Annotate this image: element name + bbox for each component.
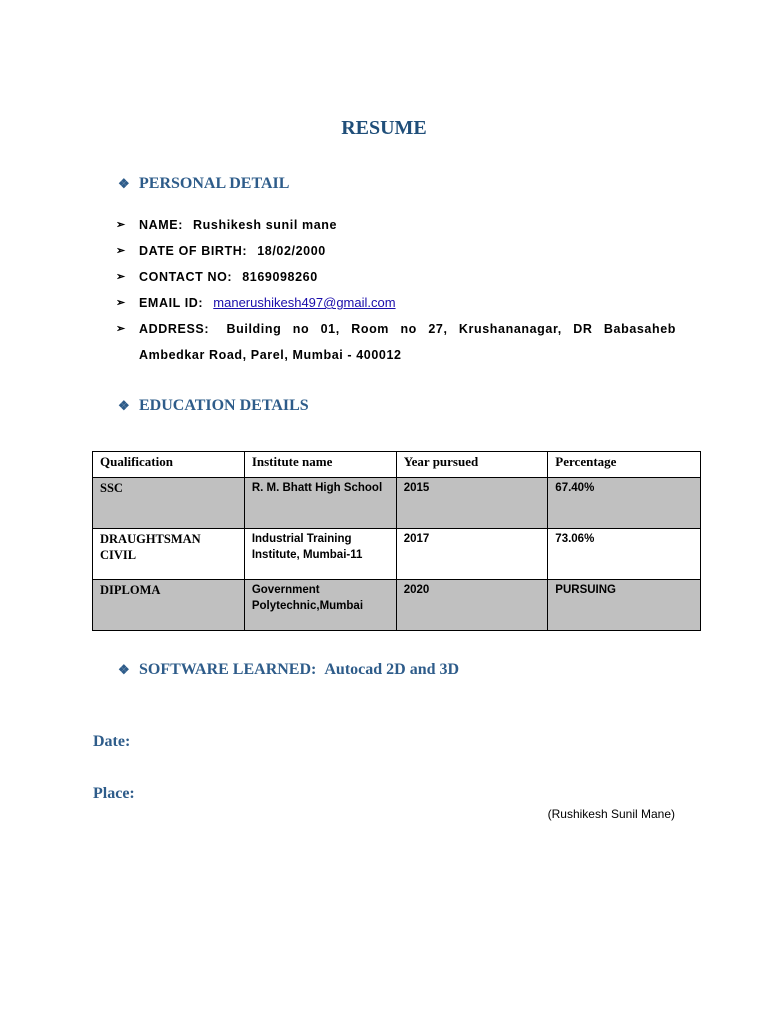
arrow-bullet-icon: ➢ bbox=[116, 271, 126, 283]
detail-label: EMAIL ID: bbox=[139, 296, 204, 310]
detail-value: Building no 01, Room no 27, Krushananagar, DR Babasaheb Ambedkar Road, Parel, Mumbai - 400012 bbox=[139, 322, 676, 362]
personal-detail-heading-text: PERSONAL DETAIL bbox=[139, 175, 290, 192]
diamond-bullet-icon: ❖ bbox=[118, 176, 130, 191]
table-header-cell: Qualification bbox=[93, 452, 245, 478]
education-heading-text: EDUCATION DETAILS bbox=[139, 397, 309, 414]
table-cell: 73.06% bbox=[548, 529, 701, 580]
arrow-bullet-icon: ➢ bbox=[116, 245, 126, 257]
software-heading bbox=[118, 661, 459, 679]
software-heading-text: SOFTWARE LEARNED: bbox=[139, 661, 317, 678]
detail-value: 8169098260 bbox=[242, 270, 318, 284]
table-cell: 67.40% bbox=[548, 478, 701, 529]
detail-value: 18/02/2000 bbox=[257, 244, 326, 258]
table-row bbox=[93, 478, 701, 529]
table-cell: SSC bbox=[93, 478, 245, 529]
table-header-cell: Percentage bbox=[548, 452, 701, 478]
table-cell: DIPLOMA bbox=[93, 580, 245, 631]
education-heading bbox=[118, 397, 309, 415]
arrow-bullet-icon: ➢ bbox=[116, 323, 126, 335]
detail-label: CONTACT NO: bbox=[139, 270, 233, 284]
software-value: Autocad 2D and 3D bbox=[324, 661, 460, 678]
email-link[interactable]: manerushikesh497@gmail.com bbox=[213, 295, 396, 310]
detail-label: DATE OF BIRTH: bbox=[139, 244, 248, 258]
arrow-bullet-icon: ➢ bbox=[116, 219, 126, 231]
education-table bbox=[92, 451, 701, 631]
date-label: Date: bbox=[93, 733, 131, 750]
table-row bbox=[93, 529, 701, 580]
table-row bbox=[93, 580, 701, 631]
personal-detail-list bbox=[116, 212, 676, 368]
diamond-bullet-icon: ❖ bbox=[118, 662, 130, 677]
table-cell: 2020 bbox=[396, 580, 548, 631]
place-label: Place: bbox=[93, 785, 135, 802]
table-cell: Industrial Training Institute, Mumbai-11 bbox=[244, 529, 396, 580]
table-cell: 2017 bbox=[396, 529, 548, 580]
table-cell: PURSUING bbox=[548, 580, 701, 631]
diamond-bullet-icon: ❖ bbox=[118, 398, 130, 413]
personal-detail-heading bbox=[118, 175, 289, 193]
detail-contact bbox=[116, 264, 676, 290]
table-header-cell: Institute name bbox=[244, 452, 396, 478]
detail-value: Rushikesh sunil mane bbox=[193, 218, 338, 232]
table-cell: R. M. Bhatt High School bbox=[244, 478, 396, 529]
signature-name: (Rushikesh Sunil Mane) bbox=[547, 807, 675, 821]
detail-dob bbox=[116, 238, 676, 264]
detail-name bbox=[116, 212, 676, 238]
detail-email bbox=[116, 290, 676, 316]
detail-label: ADDRESS: bbox=[139, 322, 210, 336]
arrow-bullet-icon: ➢ bbox=[116, 297, 126, 309]
detail-label: NAME: bbox=[139, 218, 183, 232]
table-cell: 2015 bbox=[396, 478, 548, 529]
table-cell: DRAUGHTSMAN CIVIL bbox=[93, 529, 245, 580]
table-cell: Government Polytechnic,Mumbai bbox=[244, 580, 396, 631]
table-header-cell: Year pursued bbox=[396, 452, 548, 478]
table-header-row bbox=[93, 452, 701, 478]
page-title: RESUME bbox=[341, 117, 427, 139]
detail-address bbox=[116, 316, 676, 368]
